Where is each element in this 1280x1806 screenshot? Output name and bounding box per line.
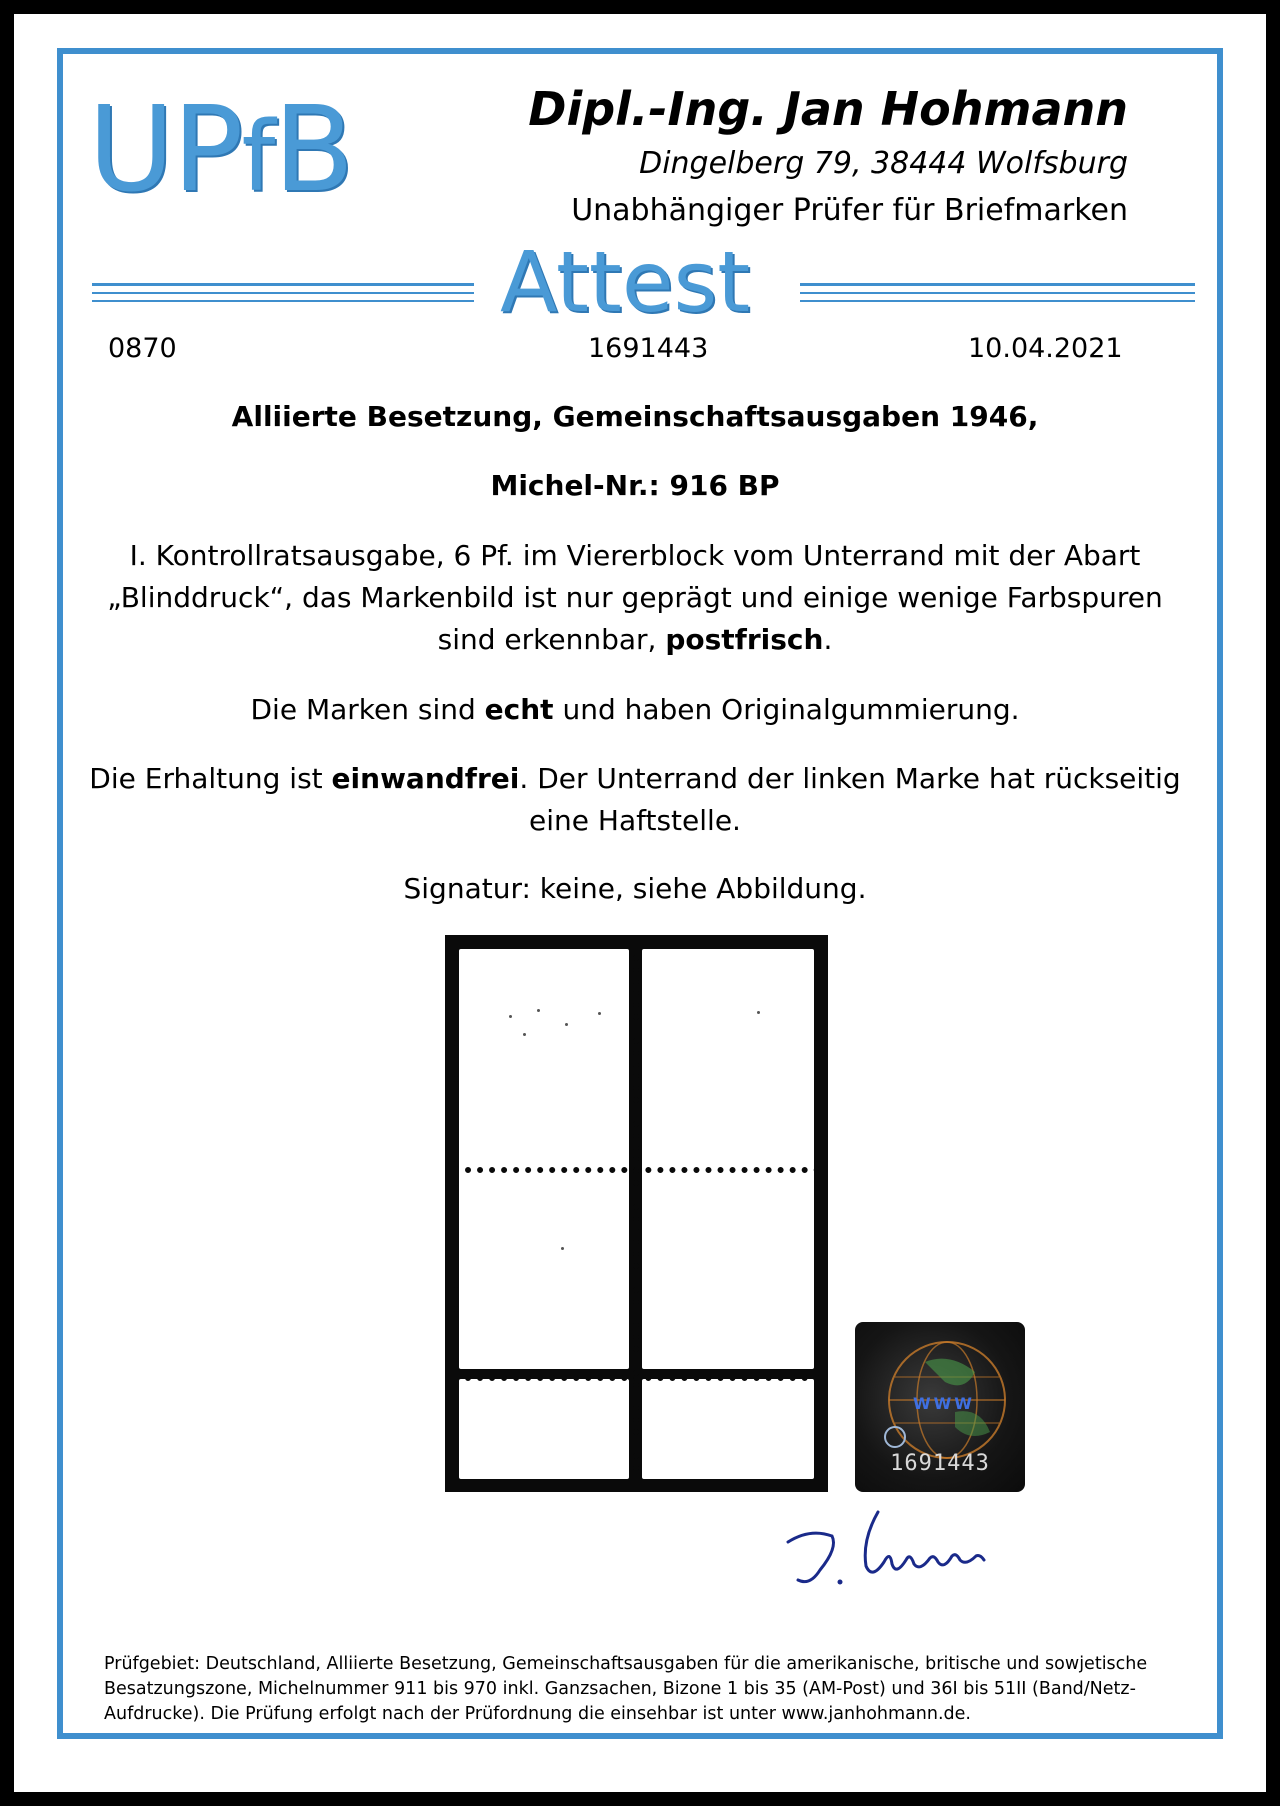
condition-text-b: . Der Unterrand der linken Marke hat rückseitig: [519, 762, 1181, 795]
ink-trace: [523, 1033, 526, 1036]
description-line-3-end: .: [823, 623, 833, 656]
certificate-code: 0870: [108, 333, 177, 364]
issue-title: Alliierte Besetzung, Gemeinschaftsausgaben 1946,: [231, 400, 1039, 433]
condition-line-1: [60, 758, 1210, 800]
heading-rule-right: [800, 283, 1195, 286]
heading-rule-left-3: [92, 300, 474, 302]
certificate-date: 10.04.2021: [968, 333, 1123, 364]
margin-left: [459, 1379, 629, 1479]
signatur-line: Signatur: keine, siehe Abbildung.: [403, 872, 867, 905]
heading-rule-left: [92, 283, 474, 286]
certificate-number: 1691443: [588, 333, 709, 364]
authenticity-paragraph: [60, 689, 1210, 731]
examiner-name: Dipl.-Ing. Jan Hohmann: [528, 82, 1128, 136]
description-line-1: I. Kontrollratsausgabe, 6 Pf. im Viererblock vom Unterrand mit der Abart: [129, 539, 1141, 572]
ink-trace: [561, 1247, 564, 1250]
security-hologram: [855, 1322, 1025, 1492]
logo-letter-b: B: [273, 80, 353, 218]
stamp-top-left: [459, 949, 629, 1202]
ink-trace: [757, 1011, 760, 1014]
examiner-address: Dingelberg 79, 38444 Wolfsburg: [639, 146, 1128, 181]
perforation-right-edge: [815, 943, 821, 1373]
hologram-number: 1691443: [890, 1451, 990, 1476]
description-line-2: „Blinddruck“, das Markenbild ist nur geprägt und einige wenige Farbspuren: [107, 581, 1163, 614]
ink-trace: [537, 1009, 540, 1012]
logo-letter-p: P: [172, 80, 242, 218]
description-paragraph: [60, 535, 1210, 661]
examiner-role: Unabhängiger Prüfer für Briefmarken: [571, 193, 1128, 228]
condition-paragraph: [60, 758, 1210, 842]
perforation-column: [633, 943, 639, 1483]
michel-number: Michel-Nr.: 916 BP: [490, 469, 780, 502]
logo-letter-f: f: [241, 101, 274, 213]
einwandfrei-text: einwandfrei: [331, 762, 520, 795]
margin-right: [642, 1379, 814, 1479]
ink-trace: [598, 1012, 601, 1015]
logo-letter-u: U: [88, 80, 173, 218]
description-line-3: [60, 619, 1210, 661]
postfrisch-text: postfrisch: [665, 623, 824, 656]
handwritten-signature: [780, 1500, 1020, 1610]
heading-rule-right-3: [800, 300, 1195, 302]
authenticity-text-a: Die Marken sind: [250, 693, 485, 726]
hologram-www: WWW: [913, 1394, 975, 1413]
upfb-logo: [88, 80, 353, 218]
attest-heading: Attest: [500, 233, 751, 331]
stamp-top-right: [642, 949, 814, 1202]
stamp-bottom-right: [642, 1169, 814, 1369]
condition-line-2: eine Haftstelle.: [529, 804, 741, 837]
footer-line-2: Besatzungszone, Michelnummer 911 bis 970 inkl. Ganzsachen, Bizone 1 bis 35 (AM-Post) und 36I bis 51II (Band/Netz-: [104, 1679, 1136, 1699]
condition-text-a: Die Erhaltung ist: [89, 762, 332, 795]
footer-line-1: Prüfgebiet: Deutschland, Alliierte Besetzung, Gemeinschaftsausgaben für die amerikanische, britische und sowjetische: [104, 1654, 1148, 1674]
stamp-bottom-left: [459, 1169, 629, 1369]
heading-rule-left-2: [92, 292, 474, 294]
description-line-3-text: sind erkennbar,: [437, 623, 666, 656]
stamp-block-image: [445, 935, 828, 1492]
ink-trace: [565, 1023, 568, 1026]
echt-text: echt: [484, 693, 554, 726]
heading-rule-right-2: [800, 292, 1195, 294]
ink-trace: [509, 1015, 512, 1018]
authenticity-text-b: und haben Originalgummierung.: [553, 693, 1020, 726]
footer-scope: [104, 1652, 1164, 1727]
footer-line-3: Aufdrucke). Die Prüfung erfolgt nach der Prüfordnung die einsehbar ist unter www.janhohmann.de.: [104, 1704, 971, 1724]
perforation-left-edge: [453, 943, 459, 1373]
